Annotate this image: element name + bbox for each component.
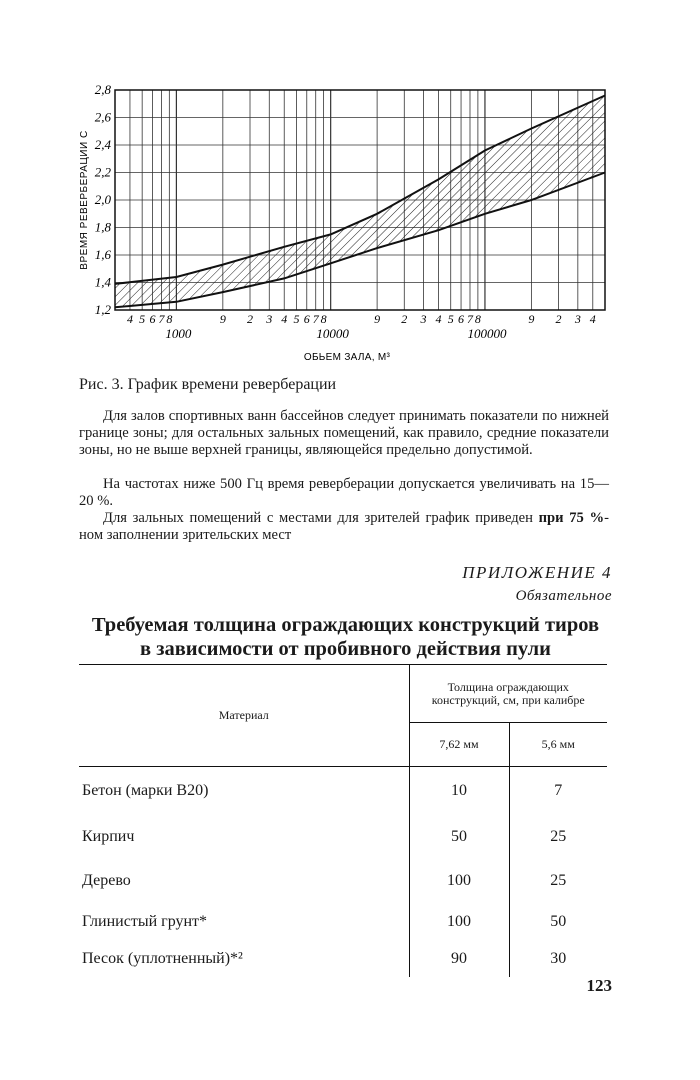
paragraph-3-bold: при 75 % xyxy=(538,510,605,526)
value-762: 100 xyxy=(409,903,509,941)
y-tick-label: 2,2 xyxy=(94,164,111,180)
appendix-subtitle: Обязательное xyxy=(515,588,612,604)
x-tick-label: 2 xyxy=(247,312,254,326)
y-tick-label: 1,2 xyxy=(94,302,111,317)
paragraph-2: На частотах ниже 500 Гц время реверберации допускается увеличивать на 15—20 %. xyxy=(79,476,609,509)
x-tick-label: 5 xyxy=(293,312,300,326)
x-tick-label: 9 xyxy=(528,312,535,326)
y-tick-label: 2,4 xyxy=(94,137,111,152)
y-tick-label: 1,8 xyxy=(94,219,111,235)
paragraph-3-end: -ном заполнении зрительских мест xyxy=(79,510,609,543)
x-tick-label: 8 xyxy=(166,312,173,326)
x-tick-label: 9 xyxy=(374,312,381,326)
x-tick-label: 2 xyxy=(401,312,408,326)
y-axis-label: ВРЕМЯ РЕВЕРБЕРАЦИИ С xyxy=(79,130,90,270)
y-tick-label: 2,6 xyxy=(94,109,111,125)
x-tick-label: 4 xyxy=(589,312,596,326)
x-tick-label: 7 xyxy=(158,312,165,326)
y-tick-label: 2,8 xyxy=(94,82,111,97)
x-tick-label: 3 xyxy=(420,312,427,326)
page-number: 123 xyxy=(586,976,612,995)
x-tick-label: 3 xyxy=(574,312,581,326)
table-row xyxy=(79,941,607,977)
x-tick-label: 5 xyxy=(139,312,146,326)
x-tick-label: 4 xyxy=(435,312,442,326)
header-caliber-56: 5,6 мм xyxy=(509,723,607,767)
table-row xyxy=(79,815,607,859)
x-axis-label: ОБЬЕМ ЗАЛА, М³ xyxy=(303,352,391,363)
penetration-table xyxy=(79,664,607,977)
material-cell: Дерево xyxy=(79,859,409,903)
y-tick-label: 1,4 xyxy=(94,274,111,290)
x-tick-label: 9 xyxy=(219,312,226,326)
y-tick-labels xyxy=(95,82,112,317)
x-tick-label: 2 xyxy=(555,312,562,326)
value-56: 7 xyxy=(554,781,563,799)
header-caliber-762: 7,62 мм xyxy=(409,723,509,767)
appendix-title-line1: Требуемая толщина ограждающих конструкций тиров xyxy=(91,614,600,636)
appendix-title xyxy=(79,613,612,661)
x-tick-labels xyxy=(127,312,596,326)
x-tick-label: 8 xyxy=(474,312,481,326)
paragraph-3-start: Для зальных помещений с местами для зрителей график приведен xyxy=(103,510,539,526)
table-row xyxy=(79,903,607,941)
appendix-title-line2: в зависимости от пробивного действия пули xyxy=(140,638,551,660)
x-tick-label: 4 xyxy=(281,312,288,326)
value-56: 50 xyxy=(550,912,567,930)
header-thickness-group: Толщина ограждающих конструкций, см, при калибре xyxy=(409,665,607,723)
x-tick-label: 3 xyxy=(266,312,273,326)
material-cell: Песок (уплотненный)*² xyxy=(79,941,409,977)
paragraph-1: Для залов спортивных ванн бассейнов следует принимать показатели по нижней границе зоны; для остальных зальных помещений, как правило, средние показатели зоны, но не выше верхней границы, являющейся предельно допустимой. xyxy=(79,408,609,458)
x-major-label: 1000 xyxy=(165,326,192,341)
x-tick-label: 6 xyxy=(458,312,465,326)
y-tick-label: 1,6 xyxy=(94,247,111,262)
x-tick-label: 8 xyxy=(320,312,327,326)
value-762: 50 xyxy=(409,815,509,859)
value-56: 30 xyxy=(550,949,567,967)
value-56: 25 xyxy=(550,827,567,845)
reverberation-chart xyxy=(70,70,630,370)
x-major-labels xyxy=(165,326,507,341)
value-762: 100 xyxy=(409,859,509,903)
x-tick-label: 6 xyxy=(303,312,310,326)
paragraph-3 xyxy=(79,510,609,544)
value-56: 25 xyxy=(550,871,567,889)
material-cell: Бетон (марки В20) xyxy=(79,767,409,815)
x-tick-label: 4 xyxy=(126,312,133,326)
material-cell: Кирпич xyxy=(79,815,409,859)
table-row xyxy=(79,859,607,903)
material-cell: Глинистый грунт* xyxy=(79,903,409,941)
value-762: 10 xyxy=(409,767,509,815)
y-tick-label: 2,0 xyxy=(94,192,111,207)
x-tick-label: 6 xyxy=(149,312,156,326)
x-major-label: 10000 xyxy=(316,326,349,341)
x-tick-label: 7 xyxy=(312,312,319,326)
x-major-label: 100000 xyxy=(467,326,507,341)
value-762: 90 xyxy=(409,941,509,977)
header-material: Материал xyxy=(79,665,409,767)
x-tick-label: 7 xyxy=(466,312,473,326)
x-tick-label: 5 xyxy=(447,312,454,326)
appendix-label: ПРИЛОЖЕНИЕ 4 xyxy=(462,563,612,582)
figure-caption: Рис. 3. График времени реверберации xyxy=(79,376,337,393)
table-row xyxy=(79,767,607,815)
